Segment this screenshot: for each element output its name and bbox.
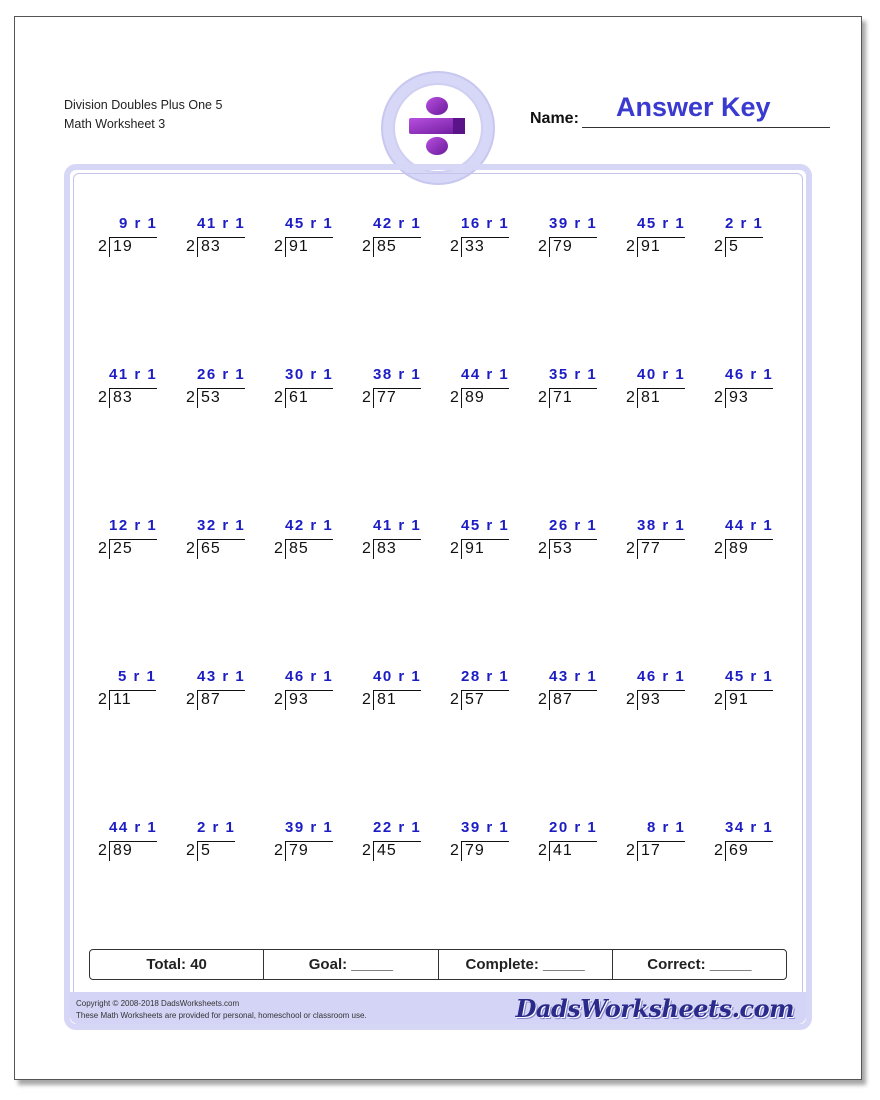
division-bar [549,539,597,540]
division-bar [197,539,245,540]
dividend: 93 [725,388,749,408]
divisor: 2 [362,842,371,859]
divisor: 2 [538,842,547,859]
dividend: 5 [725,237,739,257]
divisor: 2 [98,842,107,859]
division-problem [714,215,786,259]
dividend: 19 [109,237,133,257]
dividend: 41 [549,841,573,861]
score-table [89,949,787,980]
quotient-answer: 41 r 1 [109,366,158,383]
division-problem [186,215,258,259]
divisor: 2 [626,389,635,406]
division-bar [197,690,245,691]
division-problem [626,819,698,863]
dividend: 77 [637,539,661,559]
divisor: 2 [186,691,195,708]
footer-bar [70,992,806,1024]
division-bar [285,690,333,691]
division-bar [725,539,773,540]
division-bar [109,237,157,238]
quotient-answer: 46 r 1 [285,668,334,685]
dividend: 71 [549,388,573,408]
quotient-answer: 26 r 1 [197,366,246,383]
division-problem [362,517,434,561]
divisor: 2 [274,540,283,557]
division-bar [285,841,333,842]
quotient-answer: 44 r 1 [109,819,158,836]
division-problem [450,215,522,259]
divisor: 2 [274,238,283,255]
division-problem [450,366,522,410]
quotient-answer: 42 r 1 [373,215,422,232]
division-bar [637,841,685,842]
division-problem [186,366,258,410]
quotient-answer: 42 r 1 [285,517,334,534]
dividend: 61 [285,388,309,408]
dividend: 81 [373,690,397,710]
dividend: 83 [109,388,133,408]
quotient-answer: 45 r 1 [637,215,686,232]
worksheet-title [64,96,222,134]
quotient-answer: 34 r 1 [725,819,774,836]
division-problem [538,366,610,410]
title-line-2: Math Worksheet 3 [64,117,166,131]
score-correct: Correct: _____ [647,956,752,973]
dividend: 89 [725,539,749,559]
quotient-answer: 43 r 1 [197,668,246,685]
division-problem [450,668,522,712]
division-bar [725,388,773,389]
division-bar [109,388,157,389]
dividend: 77 [373,388,397,408]
problems-frame [64,164,812,1030]
dividend: 89 [109,841,133,861]
division-problem [274,517,346,561]
divisor: 2 [714,540,723,557]
divisor: 2 [714,691,723,708]
divisor: 2 [98,389,107,406]
division-problem [98,819,170,863]
divisor: 2 [450,691,459,708]
division-problem [98,215,170,259]
quotient-answer: 39 r 1 [461,819,510,836]
divisor: 2 [538,389,547,406]
divisor: 2 [186,540,195,557]
divisor: 2 [626,842,635,859]
quotient-answer: 39 r 1 [285,819,334,836]
quotient-answer: 46 r 1 [637,668,686,685]
quotient-answer: 45 r 1 [461,517,510,534]
division-problem [450,819,522,863]
division-bar [549,388,597,389]
divisor: 2 [186,389,195,406]
quotient-answer: 45 r 1 [285,215,334,232]
dividend: 33 [461,237,485,257]
division-bar [109,841,157,842]
quotient-answer: 35 r 1 [549,366,598,383]
divisor: 2 [714,238,723,255]
divisor: 2 [362,691,371,708]
quotient-answer: 46 r 1 [725,366,774,383]
dividend: 85 [285,539,309,559]
usage-notice: These Math Worksheets are provided for personal, homeschool or classroom use. [76,1011,367,1020]
divisor: 2 [98,540,107,557]
division-problem [274,215,346,259]
division-problem [362,819,434,863]
dividend: 91 [285,237,309,257]
dividend: 93 [637,690,661,710]
divisor: 2 [362,540,371,557]
division-bar [109,690,156,691]
division-problem [538,215,610,259]
division-problem [98,668,170,712]
dividend: 65 [197,539,221,559]
division-problem [714,668,786,712]
quotient-answer: 2 r 1 [197,819,236,836]
division-bar [285,237,333,238]
division-problem [98,517,170,561]
division-problem [362,668,434,712]
divisor: 2 [274,691,283,708]
division-problem [626,517,698,561]
dividend: 87 [549,690,573,710]
quotient-answer: 32 r 1 [197,517,246,534]
division-bar [373,539,421,540]
division-problem [186,668,258,712]
answer-key-label: Answer Key [616,92,771,122]
division-problem [714,819,786,863]
division-bar [197,841,235,842]
division-bar [637,690,685,691]
name-label: Name: [530,110,579,127]
dividend: 11 [109,690,132,710]
dividend: 93 [285,690,309,710]
division-bar [461,841,509,842]
division-bar [373,237,421,238]
quotient-answer: 38 r 1 [373,366,422,383]
dividend: 69 [725,841,749,861]
quotient-answer: 9 r 1 [119,215,158,232]
dividend: 45 [373,841,397,861]
division-bar [549,690,597,691]
division-problem [274,819,346,863]
division-bar [109,539,157,540]
division-problem [186,819,258,863]
title-line-1: Division Doubles Plus One 5 [64,98,223,112]
quotient-answer: 44 r 1 [461,366,510,383]
division-bar [373,841,421,842]
dividend: 91 [725,690,749,710]
quotient-answer: 20 r 1 [549,819,598,836]
footer-text [76,998,367,1022]
quotient-answer: 5 r 1 [118,668,157,685]
division-problem [626,366,698,410]
division-problem [362,215,434,259]
copyright-text: Copyright © 2008-2018 DadsWorksheets.com [76,999,240,1008]
dividend: 79 [285,841,309,861]
quotient-answer: 2 r 1 [725,215,764,232]
division-sign-icon [395,85,481,171]
divisor: 2 [450,238,459,255]
dividend: 81 [637,388,661,408]
division-problem [626,215,698,259]
division-bar [197,237,245,238]
division-bar [637,237,685,238]
dividend: 83 [197,237,221,257]
score-complete: Complete: _____ [439,950,613,979]
quotient-answer: 40 r 1 [637,366,686,383]
division-problem [450,517,522,561]
quotient-answer: 16 r 1 [461,215,510,232]
divisor: 2 [274,389,283,406]
name-field [530,90,832,128]
divisor: 2 [626,238,635,255]
division-problem [274,668,346,712]
divisor: 2 [186,842,195,859]
divisor: 2 [362,389,371,406]
divisor: 2 [186,238,195,255]
divisor: 2 [362,238,371,255]
quotient-answer: 26 r 1 [549,517,598,534]
dividend: 87 [197,690,221,710]
dividend: 57 [461,690,485,710]
divisor: 2 [626,691,635,708]
divisor: 2 [714,842,723,859]
dividend: 17 [637,841,661,861]
divisor: 2 [538,691,547,708]
division-problem [538,668,610,712]
division-bar [637,539,685,540]
quotient-answer: 22 r 1 [373,819,422,836]
division-problem [538,819,610,863]
division-bar [461,690,509,691]
division-bar [373,388,421,389]
division-bar [637,388,685,389]
dividend: 25 [109,539,133,559]
quotient-answer: 12 r 1 [109,517,158,534]
dividend: 53 [549,539,573,559]
divisor: 2 [450,540,459,557]
division-bar [725,841,773,842]
division-bar [549,237,597,238]
division-bar [285,539,333,540]
division-problem [186,517,258,561]
divisor: 2 [538,238,547,255]
quotient-answer: 43 r 1 [549,668,598,685]
quotient-answer: 40 r 1 [373,668,422,685]
dividend: 79 [461,841,485,861]
division-bar [725,690,773,691]
quotient-answer: 30 r 1 [285,366,334,383]
quotient-answer: 8 r 1 [647,819,686,836]
divisor: 2 [450,842,459,859]
division-problem [714,366,786,410]
divisor: 2 [450,389,459,406]
dividend: 89 [461,388,485,408]
dividend: 53 [197,388,221,408]
division-bar [461,539,509,540]
divisor: 2 [538,540,547,557]
quotient-answer: 44 r 1 [725,517,774,534]
quotient-answer: 28 r 1 [461,668,510,685]
division-bar [197,388,245,389]
quotient-answer: 45 r 1 [725,668,774,685]
division-problem [362,366,434,410]
divisor: 2 [714,389,723,406]
quotient-answer: 41 r 1 [197,215,246,232]
score-total: Total: 40 [90,950,264,979]
divisor: 2 [98,238,107,255]
division-problem [714,517,786,561]
division-bar [725,237,763,238]
division-bar [285,388,333,389]
dividend: 79 [549,237,573,257]
dividend: 5 [197,841,211,861]
dividend: 91 [461,539,485,559]
dividend: 83 [373,539,397,559]
quotient-answer: 38 r 1 [637,517,686,534]
division-bar [461,237,509,238]
division-problem [98,366,170,410]
divisor: 2 [98,691,107,708]
dividend: 91 [637,237,661,257]
division-bar [461,388,509,389]
divisor: 2 [626,540,635,557]
score-goal: Goal: _____ [264,950,438,979]
division-problem [538,517,610,561]
quotient-answer: 41 r 1 [373,517,422,534]
quotient-answer: 39 r 1 [549,215,598,232]
division-problem [274,366,346,410]
division-problem [626,668,698,712]
divisor: 2 [274,842,283,859]
division-bar [549,841,597,842]
brand-logo: DadsWorksheets.com [515,994,794,1023]
name-underline [582,127,830,128]
dividend: 85 [373,237,397,257]
division-bar [373,690,421,691]
